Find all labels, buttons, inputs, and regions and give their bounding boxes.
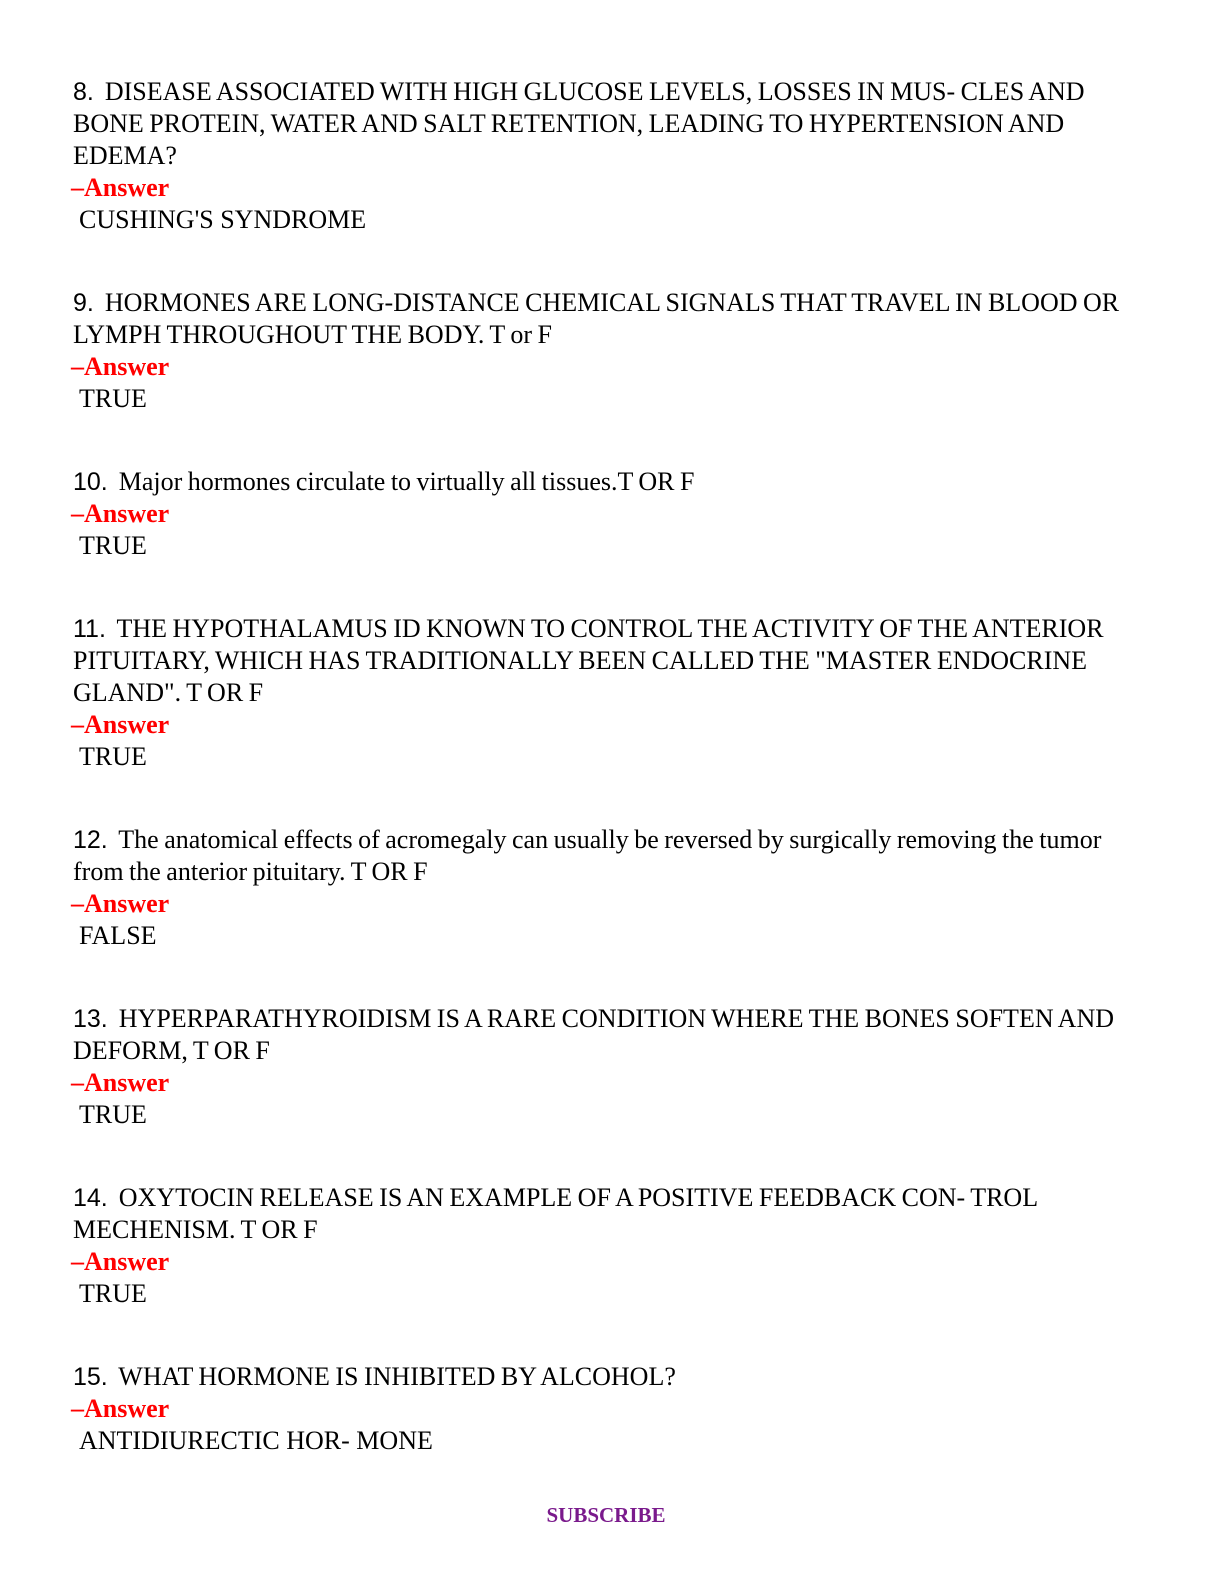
qa-item-11 [73,613,1133,773]
question [73,466,1133,498]
answer-label: –Answer [71,1068,170,1097]
question-text: OXYTOCIN RELEASE IS AN EXAMPLE OF A POSITIVE FEEDBACK CON- TROL MECHENISM. T OR F [73,1183,1038,1244]
answer-label: –Answer [71,173,170,202]
question-text: THE HYPOTHALAMUS ID KNOWN TO CONTROL THE ACTIVITY OF THE ANTERIOR PITUITARY, WHICH HAS TRADITIONALLY BEEN CALLED THE "MASTER ENDOCRINE GLAND". T OR F [73,614,1104,707]
answer-text: FALSE [79,921,157,950]
question [73,1182,1143,1246]
question-number: 9. [73,289,94,317]
question [73,824,1133,888]
answer-text: TRUE [79,384,147,413]
qa-item-8 [73,76,1133,236]
answer-label: –Answer [71,710,170,739]
question-number: 15. [73,1363,108,1391]
qa-item-13 [73,1003,1153,1131]
answer-text: ANTIDIURECTIC HOR- MONE [79,1426,433,1455]
answer-text: TRUE [79,1279,147,1308]
question [73,287,1133,351]
subscribe-link[interactable]: SUBSCRIBE [546,1503,666,1527]
question-number: 12. [73,826,108,854]
qa-item-14 [73,1182,1143,1310]
qa-item-12 [73,824,1133,952]
question [73,1361,1133,1393]
qa-item-10 [73,466,1133,562]
answer-text: TRUE [79,1100,147,1129]
question-number: 14. [73,1184,108,1212]
question [73,613,1133,709]
qa-item-9 [73,287,1133,415]
qa-item-15 [73,1361,1133,1457]
question-text: DISEASE ASSOCIATED WITH HIGH GLUCOSE LEVELS, LOSSES IN MUS- CLES AND BONE PROTEIN, WATER AND SALT RETENTION, LEADING TO HYPERTENSION AND EDEMA? [73,77,1085,170]
answer-label: –Answer [71,499,170,528]
question-text: HYPERPARATHYROIDISM IS A RARE CONDITION WHERE THE BONES SOFTEN AND DEFORM, T OR F [73,1004,1114,1065]
question-text: Major hormones circulate to virtually all tissues.T OR F [118,467,695,496]
answer-text: CUSHING'S SYNDROME [79,205,367,234]
question-number: 10. [73,468,108,496]
question [73,1003,1153,1067]
answer-text: TRUE [79,531,147,560]
answer-text: TRUE [79,742,147,771]
question-text: HORMONES ARE LONG-DISTANCE CHEMICAL SIGNALS THAT TRAVEL IN BLOOD OR LYMPH THROUGHOUT THE BODY. T or F [73,288,1120,349]
question-text: The anatomical effects of acromegaly can usually be reversed by surgically removing the tumor from the anterior pituitary. T OR F [73,825,1102,886]
question-number: 13. [73,1005,108,1033]
question-number: 11. [73,615,106,643]
answer-label: –Answer [71,1247,170,1276]
answer-label: –Answer [71,1394,170,1423]
question [73,76,1133,172]
question-number: 8. [73,78,94,106]
answer-label: –Answer [71,352,170,381]
answer-label: –Answer [71,889,170,918]
question-text: WHAT HORMONE IS INHIBITED BY ALCOHOL? [118,1362,676,1391]
